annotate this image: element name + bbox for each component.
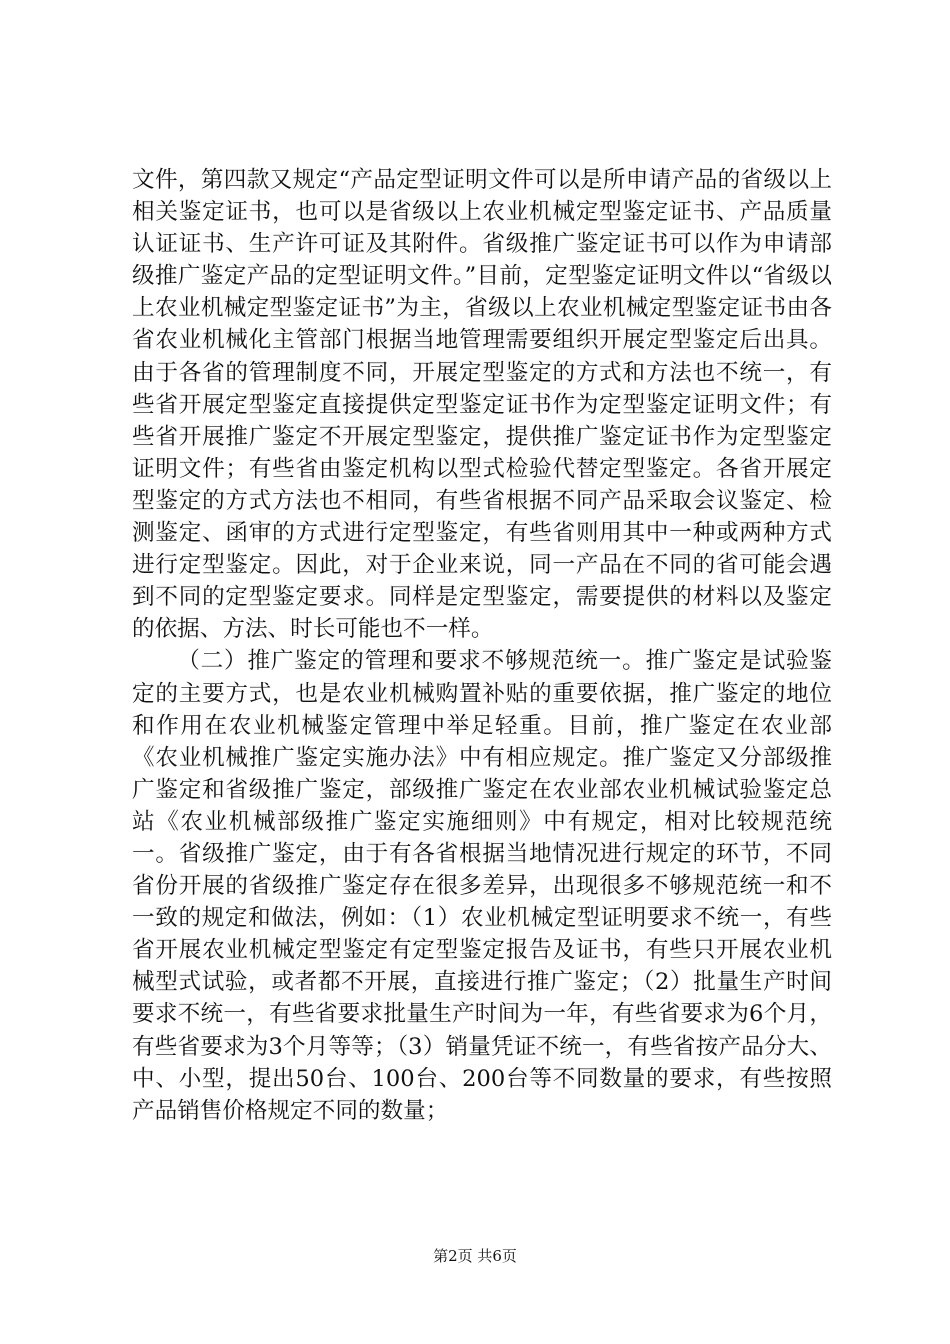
paragraph-promotion-appraisal: （二）推广鉴定的管理和要求不够规范统一。推广鉴定是试验鉴定的主要方式，也是农业机械购置补贴的重要依据，推广鉴定的地位和作用在农业机械鉴定管理中举足轻重。目前，推广鉴定在农业部《农业机械推广鉴定实施办法》中有相应规定。推广鉴定又分部级推广鉴定和省级推广鉴定，部级推广鉴定在农业部农业机械试验鉴定总站《农业机械部级推广鉴定实施细则》中有规定，相对比较规范统一。省级推广鉴定，由于有各省根据当地情况进行规定的环节，不同省份开展的省级推广鉴定存在很多差异，出现很多不够规范统一和不一致的规定和做法，例如：（1）农业机械定型证明要求不统一，有些省开展农业机械定型鉴定有定型鉴定报告及证书，有些只开展农业机械型式试验，或者都不开展，直接进行推广鉴定；（2）批量生产时间要求不统一，有些省要求批量生产时间为一年，有些省要求为6个月，有些省要求为3个月等等；（3）销量凭证不统一，有些省按产品分大、中、小型，提出50台、100台、200台等不同数量的要求，有些按照产品销售价格规定不同的数量； [132,648,832,1124]
body-text [132,164,832,1127]
paragraph-continued: 文件，第四款又规定“产品定型证明文件可以是所申请产品的省级以上相关鉴定证书，也可以是省级以上农业机械定型鉴定证书、产品质量认证证书、生产许可证及其附件。省级推广鉴定证书可以作为申请部级推广鉴定产品的定型证明文件。”目前，定型鉴定证明文件以“省级以上农业机械定型鉴定证书”为主，省级以上农业机械定型鉴定证书由各省农业机械化主管部门根据当地管理需要组织开展定型鉴定后出具。由于各省的管理制度不同，开展定型鉴定的方式和方法也不统一，有些省开展定型鉴定直接提供定型鉴定证书作为定型鉴定证明文件；有些省开展推广鉴定不开展定型鉴定，提供推广鉴定证书作为定型鉴定证明文件；有些省由鉴定机构以型式检验代替定型鉴定。各省开展定型鉴定的方式方法也不相同，有些省根据不同产品采取会议鉴定、检测鉴定、函审的方式进行定型鉴定，有些省则用其中一种或两种方式进行定型鉴定。因此，对于企业来说，同一产品在不同的省可能会遇到不同的定型鉴定要求。同样是定型鉴定，需要提供的材料以及鉴定的依据、方法、时长可能也不一样。 [132,167,832,643]
page-footer: 第2页 共6页 [433,1247,517,1265]
